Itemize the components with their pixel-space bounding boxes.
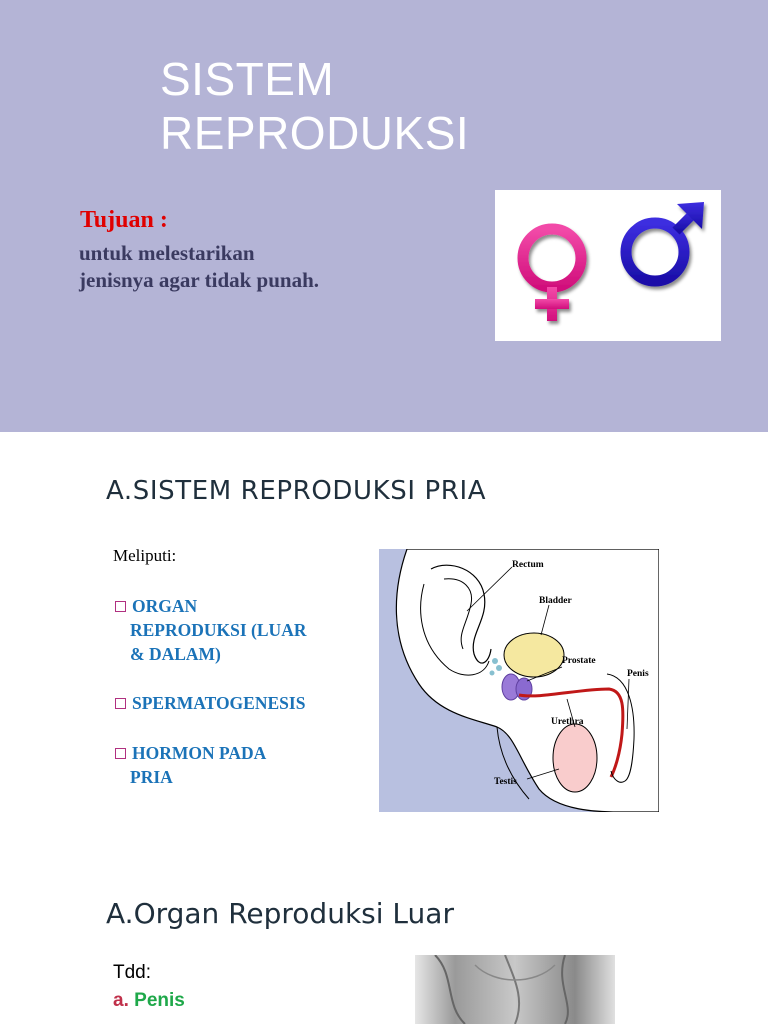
section-heading-sistem-pria: A.SISTEM REPRODUKSI PRIA: [106, 476, 487, 506]
gender-symbols-image: [495, 190, 721, 341]
organ-item-penis: [113, 990, 185, 1012]
list-item: [115, 594, 306, 666]
female-symbol-icon: [523, 229, 581, 321]
tujuan-text-line-1: untuk melestarikan: [79, 241, 255, 265]
label-bladder: Bladder: [539, 596, 572, 606]
tujuan-text-line-2: jenisnya agar tidak punah.: [79, 268, 320, 292]
meliputi-label: Meliputi:: [113, 546, 177, 565]
tujuan-heading: Tujuan :: [80, 207, 168, 233]
checkbox-bullet-icon: [115, 748, 126, 759]
label-urethra: Urethra: [551, 717, 584, 727]
list-item-line: PRIA: [130, 767, 173, 787]
list-item-line: SPERMATOGENESIS: [132, 693, 306, 713]
list-item: [115, 691, 305, 715]
slide-title-line-1: SISTEM: [160, 53, 335, 105]
item-marker: a.: [113, 990, 129, 1011]
label-rectum: Rectum: [512, 560, 544, 570]
checkbox-bullet-icon: [115, 601, 126, 612]
list-item-line: ORGAN: [132, 596, 198, 616]
label-prostate: Prostate: [562, 656, 596, 666]
checkbox-bullet-icon: [115, 698, 126, 709]
title-slide: [0, 0, 768, 432]
label-testis: Testis: [494, 777, 517, 787]
slide-title: [160, 52, 469, 160]
list-item-line: HORMON PADA: [132, 743, 267, 763]
list-item: [115, 741, 266, 789]
list-item-line: & DALAM): [130, 644, 221, 664]
list-item-line: REPRODUKSI (LUAR: [130, 620, 307, 640]
anatomy-photo: [415, 955, 615, 1024]
male-symbol-icon: [626, 202, 704, 281]
label-penis: Penis: [627, 669, 649, 679]
tujuan-text: [79, 240, 319, 294]
tdd-label: Tdd:: [113, 962, 152, 983]
section-heading-organ-luar: A.Organ Reproduksi Luar: [106, 897, 454, 930]
slide-title-line-2: REPRODUKSI: [160, 107, 470, 159]
item-label: Penis: [134, 990, 185, 1011]
male-anatomy-diagram: [379, 549, 659, 812]
